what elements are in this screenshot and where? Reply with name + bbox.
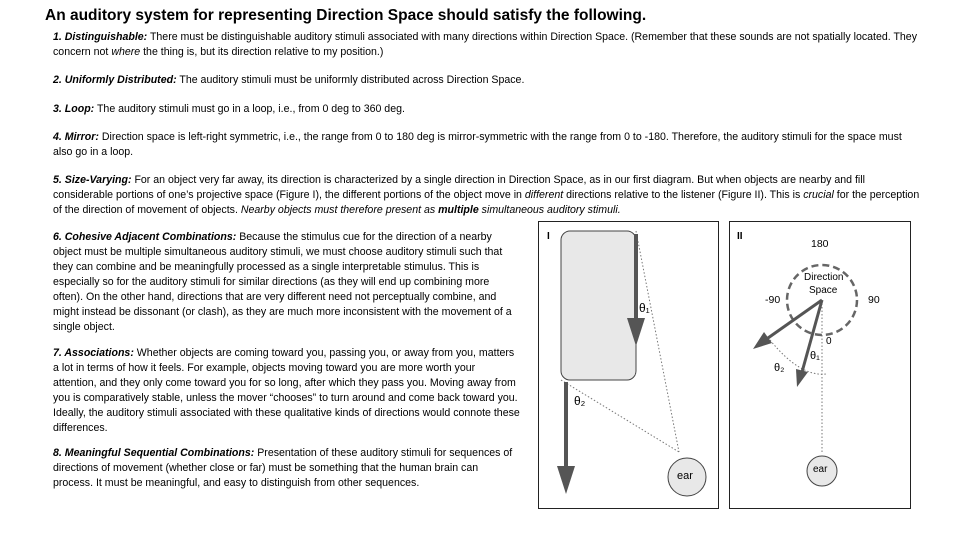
criterion-1 xyxy=(53,30,923,60)
criterion-emphasis: different xyxy=(524,189,564,201)
criterion-text: For an object very far away, its direction is characterized by a single direction in Direction Space, as in our first diagram. But when objects are nearby and fill considerable portions of one’s projective space (Figure I), the different portions of the object move in xyxy=(53,174,865,201)
criterion-heading: 1. Distinguishable: xyxy=(53,31,148,43)
theta-2-label: θ₂ xyxy=(574,394,586,408)
criterion-4 xyxy=(53,130,923,160)
figure-1-label: I xyxy=(547,231,550,242)
criterion-8 xyxy=(53,446,521,491)
criterion-text: for the perception of the direction of movement of objects. xyxy=(53,189,920,216)
criterion-heading: 4. Mirror: xyxy=(53,131,99,143)
figure-2 xyxy=(729,221,911,509)
criterion-text: The auditory stimuli must be uniformly distributed across Direction Space. xyxy=(176,74,525,86)
criterion-heading: 5. Size-Varying: xyxy=(53,174,132,186)
sightline-upper xyxy=(636,231,679,452)
page-title: An auditory system for representing Direction Space should satisfy the following. xyxy=(45,7,647,24)
criterion-heading: 8. Meaningful Sequential Combinations: xyxy=(53,447,255,459)
criterion-text: The auditory stimuli must go in a loop, i.e., from 0 deg to 360 deg. xyxy=(94,103,405,115)
angle-neg90-label: -90 xyxy=(765,294,781,306)
direction-arrow-head-2 xyxy=(796,369,808,387)
criterion-text: Because the stimulus cue for the direction of a nearby object must be multiple simultaneous auditory stimuli, we must choose auditory stimuli such that they can combine and be meaningfully processed as a single interpretable stimulus. This is especially so for the auditory stimuli for similar directions (as they will end up combining more often). On the other hand, directions that are very different need not perceptually combine, and might instead be dissonant (or clash), as they are much more inconsistent with the movement of a single object. xyxy=(53,231,512,333)
criterion-6 xyxy=(53,230,521,335)
direction-arrow-head-1 xyxy=(753,332,772,349)
figure-1 xyxy=(538,221,719,509)
criterion-heading: 3. Loop: xyxy=(53,103,95,115)
criterion-text: directions relative to the listener (Figure II). This is xyxy=(563,189,804,201)
figure-2-label: II xyxy=(737,231,743,242)
criterion-emphasis: simultaneous auditory stimuli. xyxy=(478,204,621,216)
criterion-3 xyxy=(53,102,923,117)
criterion-text: the thing is, but its direction relative to my position.) xyxy=(140,46,384,58)
ear-label: ear xyxy=(677,470,693,482)
criterion-heading: 7. Associations: xyxy=(53,347,134,359)
criterion-7 xyxy=(53,346,521,436)
criterion-emphasis: where xyxy=(111,46,141,58)
theta-2-label: θ₂ xyxy=(774,362,785,374)
criterion-2 xyxy=(53,73,923,88)
angle-180-label: 180 xyxy=(811,238,829,250)
direction-space-label-line2: Space xyxy=(809,285,838,296)
criterion-text: Direction space is left-right symmetric, i.e., the range from 0 to 180 deg is mirror-symmetric with the range from 0 to -180. Therefore, the auditory stimuli for the space must also go in a loop. xyxy=(53,131,902,158)
criterion-heading: 2. Uniformly Distributed: xyxy=(53,74,177,86)
criterion-strong-emphasis: multiple xyxy=(438,204,479,216)
nearby-object xyxy=(561,231,636,380)
criterion-text: There must be distinguishable auditory stimuli associated with many directions within Direction Space. (Remember that these sounds are not spatially located. They concern not xyxy=(53,31,917,58)
criterion-emphasis: crucial xyxy=(803,189,834,201)
criterion-heading: 6. Cohesive Adjacent Combinations: xyxy=(53,231,237,243)
sightline-lower xyxy=(561,380,679,452)
theta-1-label: θ₁ xyxy=(639,301,650,315)
criterion-text: Presentation of these auditory stimuli for sequences of directions of movement (whether close or far) must be something that the human brain can process. It must be meaningful, and easy to distinguish from other sequences. xyxy=(53,447,513,489)
criterion-5 xyxy=(53,173,923,218)
direction-space-label-line1: Direction xyxy=(804,272,844,283)
angle-90-label: 90 xyxy=(868,294,880,306)
theta-1-label: θ₁ xyxy=(810,350,820,362)
angle-0-label: 0 xyxy=(826,336,832,347)
motion-arrow-head-lower xyxy=(557,466,575,494)
criterion-text: Whether objects are coming toward you, passing you, or away from you, matters a lot in terms of how it feels. For example, objects moving toward you are more worth your attention, and they only come toward you for so long, after which they pass you. Moving away from you is comparatively stable, unless the mover “chooses” to turn around and come back toward you. Ideally, the auditory stimuli associated with these qualitative kinds of directions would connote these differences. xyxy=(53,347,520,434)
ear-label: ear xyxy=(813,464,828,475)
criterion-emphasis: Nearby objects must therefore present as xyxy=(240,204,439,216)
figure-1-drawing xyxy=(539,222,718,508)
